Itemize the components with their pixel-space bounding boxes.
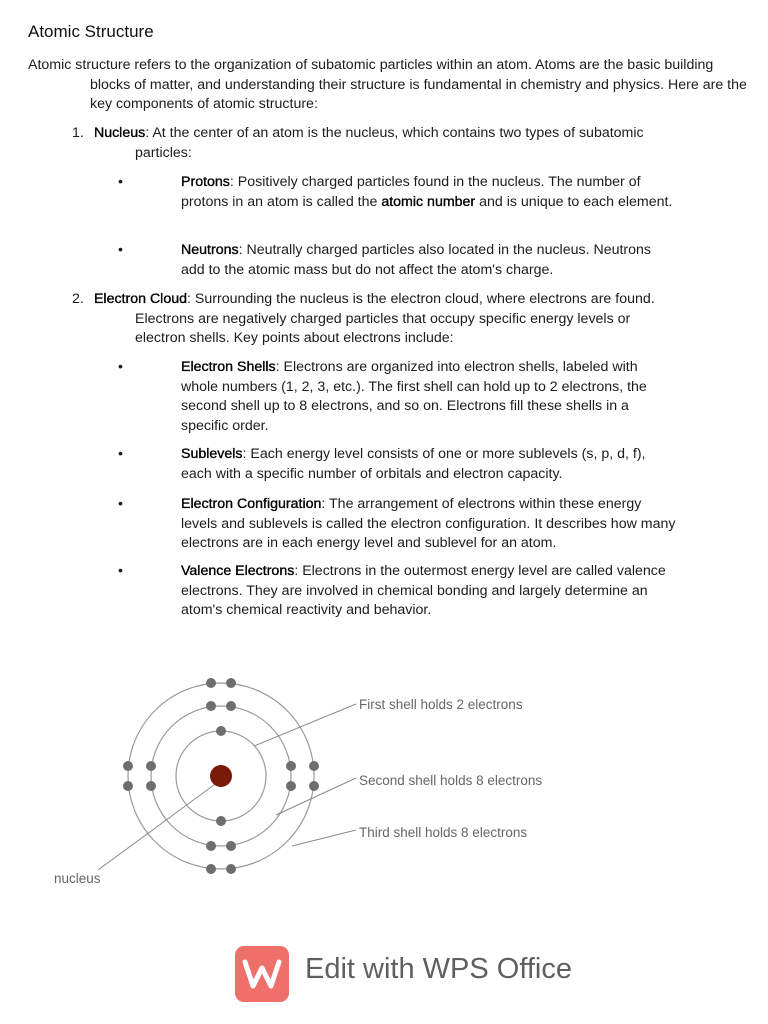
- label-third-shell: Third shell holds 8 electrons: [359, 825, 528, 840]
- electron-configuration-description: : The arrangement of electrons within these energy levels and sublevels is called the electron configuration. It describes how many electrons are in each energy level and sublevel for an atom.: [181, 496, 676, 551]
- bullet-dot: •: [118, 563, 123, 579]
- protons-description: : Positively charged particles found in the nucleus. The number of protons in an atom is called the: [181, 174, 641, 210]
- electron: [206, 864, 216, 874]
- list-item-nucleus: [72, 124, 662, 163]
- electron: [206, 678, 216, 688]
- intro-paragraph: Atomic structure refers to the organization of subatomic particles within an atom. Atoms are the basic building blocks of matter, and understanding their structure is fundamental in chemistry and physics. Here are the key components of atomic structure:: [28, 57, 747, 112]
- diagram-labels: [54, 697, 542, 886]
- list-number: 1.: [72, 125, 84, 141]
- bullet-dot: •: [118, 496, 123, 512]
- bullet-dot: •: [118, 359, 123, 375]
- list-item-electron-cloud: [72, 290, 662, 349]
- bullet-dot: •: [118, 446, 123, 462]
- term-neutrons: Neutrons: [181, 242, 239, 258]
- electron-cloud-description: : Surrounding the nucleus is the electron cloud, where electrons are found. Electrons are negatively charged particles that occupy specific energy levels or electron shells. Key points about electrons include:: [135, 291, 655, 346]
- wps-edit-banner[interactable]: [235, 945, 572, 1003]
- electron: [123, 781, 133, 791]
- term-nucleus: Nucleus: [93, 125, 146, 141]
- electron: [226, 841, 236, 851]
- nucleus-description: : At the center of an atom is the nucleus, which contains two types of subatomic particles:: [135, 125, 644, 161]
- term-protons: Protons: [181, 174, 230, 190]
- neutrons-description: : Neutrally charged particles also located in the nucleus. Neutrons add to the atomic mass but do not affect the atom's charge.: [181, 242, 652, 278]
- atom-diagram: [40, 660, 600, 900]
- electron: [146, 781, 156, 791]
- leader-third-shell: [292, 830, 356, 846]
- term-electron-shells: Electron Shells: [181, 359, 276, 375]
- label-second-shell: Second shell holds 8 electrons: [359, 773, 543, 788]
- wps-logo-icon[interactable]: [235, 946, 289, 1002]
- nucleus-sphere: [210, 765, 232, 787]
- electron: [226, 701, 236, 711]
- protons-description-end: and is unique to each element.: [475, 193, 673, 210]
- sublevels-description: : Each energy level consists of one or more sublevels (s, p, d, f), each with a specific number of orbitals and electron capacity.: [181, 446, 646, 482]
- electron: [206, 701, 216, 711]
- electron: [216, 816, 226, 826]
- electron: [309, 781, 319, 791]
- term-electron-cloud: Electron Cloud: [93, 291, 188, 307]
- electron: [226, 864, 236, 874]
- term-sublevels: Sublevels: [181, 446, 243, 462]
- valence-electrons-description: : Electrons in the outermost energy level are called valence electrons. They are involved in chemical bonding and largely determine an atom's chemical reactivity and behavior.: [181, 563, 666, 618]
- electron: [216, 726, 226, 736]
- electron: [226, 678, 236, 688]
- term-valence-electrons: Valence Electrons: [181, 563, 295, 579]
- electron: [146, 761, 156, 771]
- bullet-dot: •: [118, 174, 123, 190]
- electron: [309, 761, 319, 771]
- term-electron-configuration: Electron Configuration: [181, 496, 322, 512]
- wps-w-icon: [235, 946, 289, 1002]
- leader-nucleus: [98, 782, 218, 870]
- term-atomic-number: atomic number: [381, 193, 476, 210]
- electron: [206, 841, 216, 851]
- label-nucleus: nucleus: [54, 871, 101, 886]
- page-title: Atomic Structure: [28, 22, 154, 41]
- electron: [123, 761, 133, 771]
- electron-shells-description: : Electrons are organized into electron shells, labeled with whole numbers (1, 2, 3, etc.). The first shell can hold up to 2 electrons, the second shell up to 8 electrons, and so on. Electrons fill these shells in a specific order.: [181, 359, 647, 434]
- electron: [286, 781, 296, 791]
- electron: [286, 761, 296, 771]
- wps-edit-text[interactable]: Edit with WPS Office: [305, 953, 572, 985]
- label-first-shell: First shell holds 2 electrons: [359, 697, 523, 712]
- bullet-dot: •: [118, 242, 123, 258]
- list-number: 2.: [72, 291, 84, 307]
